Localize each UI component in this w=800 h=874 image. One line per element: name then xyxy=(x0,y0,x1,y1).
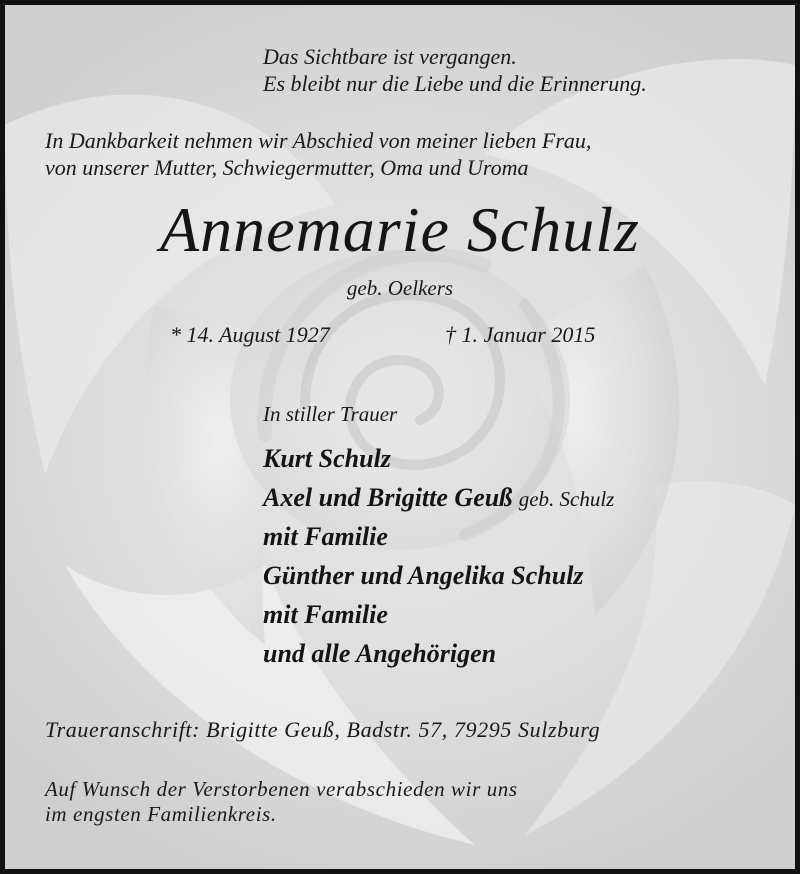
mourner-line-6: und alle Angehörigen xyxy=(263,639,497,668)
mourners-intro: In stiller Trauer xyxy=(263,402,398,426)
wish-line-1: Auf Wunsch der Verstorbenen verabschieden wir uns xyxy=(45,777,518,801)
mourner-line-2 xyxy=(263,482,614,515)
intro-line-2: von unserer Mutter, Schwiegermutter, Oma und Uroma xyxy=(45,155,529,180)
intro-line-1: In Dankbarkeit nehmen wir Abschied von meiner lieben Frau, xyxy=(45,128,592,153)
motto-line-2: Es bleibt nur die Liebe und die Erinnerung. xyxy=(263,71,647,96)
mourner-line-1: Kurt Schulz xyxy=(263,444,391,473)
mourner-line-4: Günther und Angelika Schulz xyxy=(263,561,584,590)
mourner-line-2-note: geb. Schulz xyxy=(518,487,615,511)
mourner-line-3: mit Familie xyxy=(263,522,388,551)
motto-line-1: Das Sichtbare ist vergangen. xyxy=(263,44,517,69)
mourner-line-5: mit Familie xyxy=(263,600,388,629)
birth-date: * 14. August 1927 xyxy=(170,322,330,347)
maiden-name: geb. Oelkers xyxy=(346,276,454,300)
death-date: † 1. Januar 2015 xyxy=(445,322,596,347)
wish-line-2: im engsten Familienkreis. xyxy=(45,802,277,826)
mourner-line-2-name: Axel und Brigitte Geuß xyxy=(263,483,513,512)
mourning-address: Traueranschrift: Brigitte Geuß, Badstr. 57, 79295 Sulzburg xyxy=(45,717,601,742)
deceased-name: Annemarie Schulz xyxy=(160,194,640,265)
